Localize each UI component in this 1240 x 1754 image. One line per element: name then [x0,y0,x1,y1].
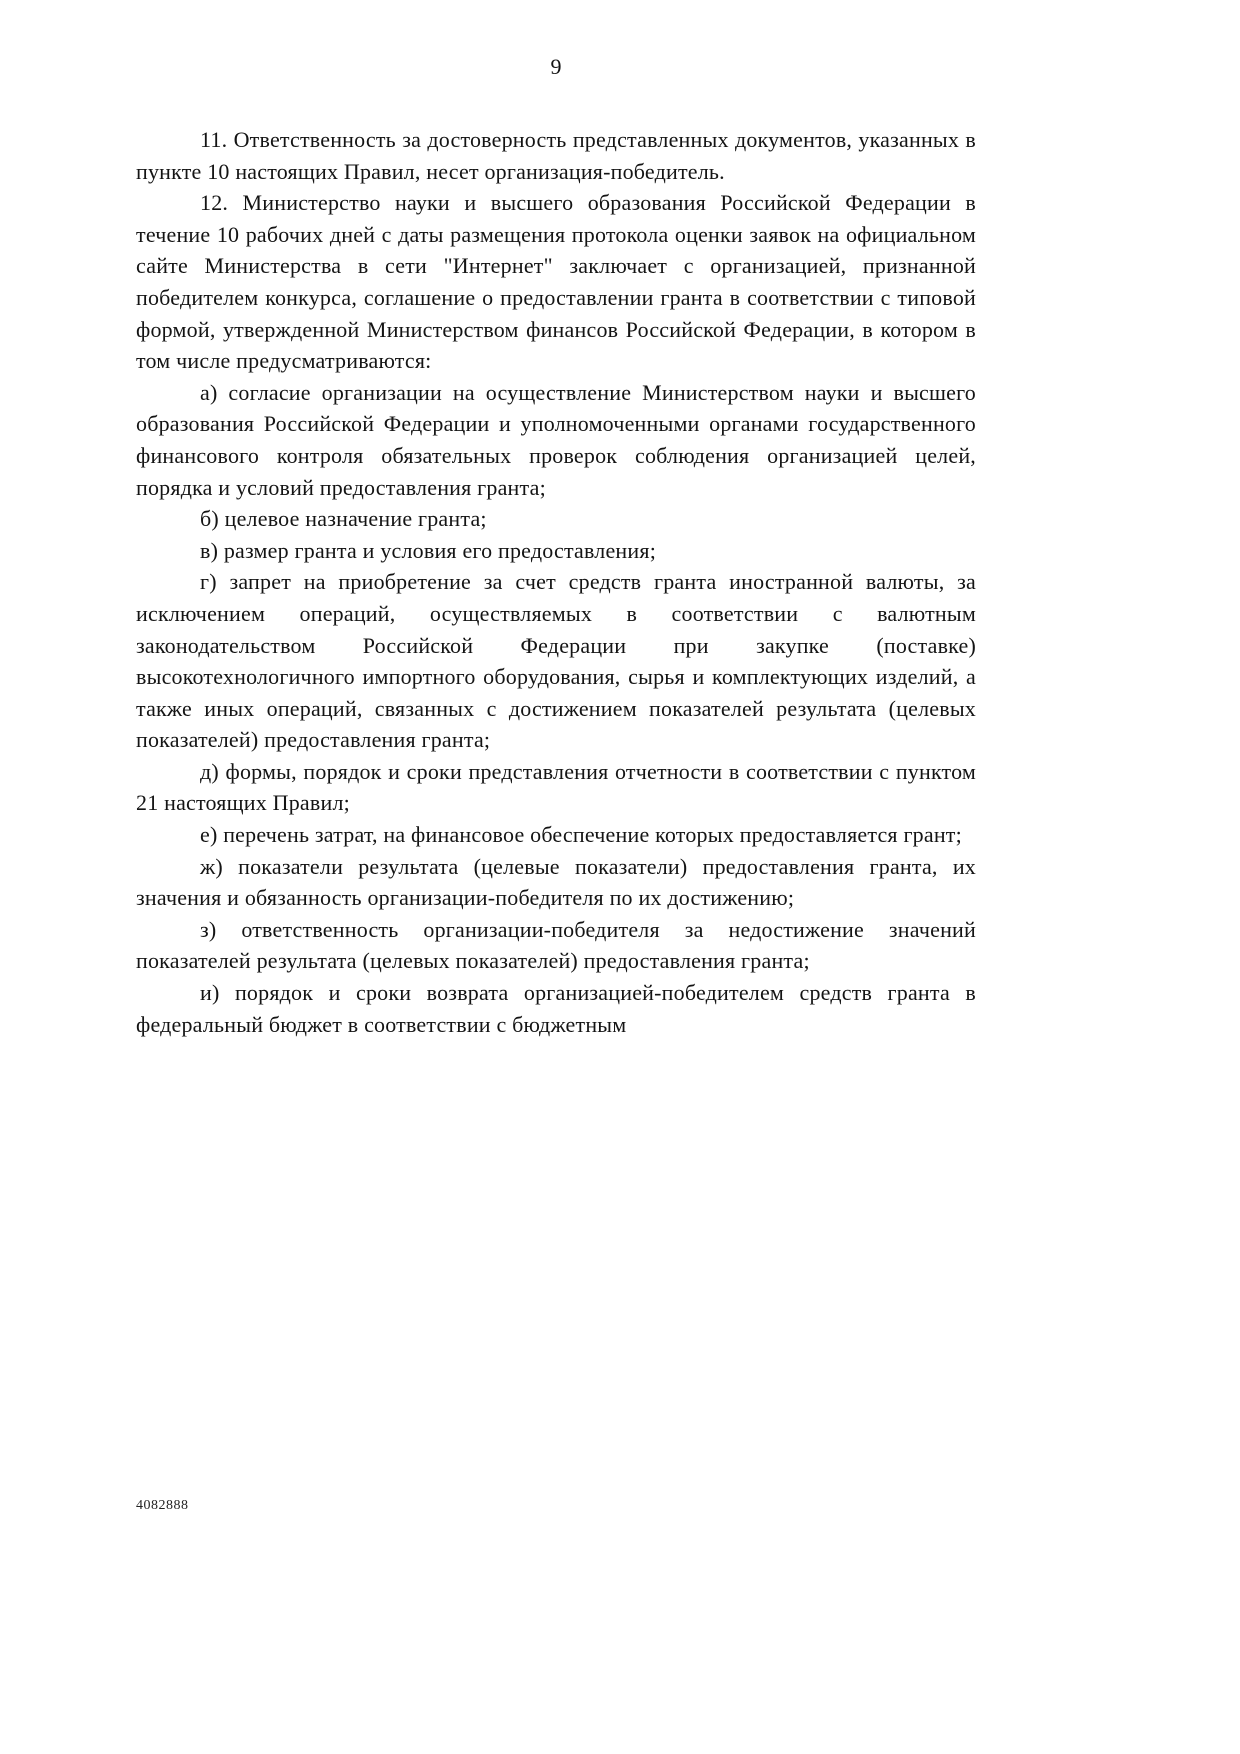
subparagraph-v: в) размер гранта и условия его предоставления; [200,537,657,563]
subparagraph-zh: ж) показатели результата (целевые показатели) предоставления гранта, их значения и обязанность организации-победителя по их достижению; [136,853,976,911]
subparagraph-b: б) целевое назначение гранта; [200,506,487,532]
subparagraph-g: г) запрет на приобретение за счет средств гранта иностранной валюты, за исключением операций, осуществляемых в соответствии с валютным законодательством Российской Федерации при закупке (поставке) высокотехнологичного импортного оборудования, сырья и комплектующих изделий, а также иных операций, связанных с достижением показателей результата (целевых показателей) предоставления гранта; [136,569,976,753]
subparagraph-a: а) согласие организации на осуществление Министерством науки и высшего образования Российской Федерации и уполномоченными органами государственного финансового контроля обязательных проверок соблюдения организацией целей, порядка и условий предоставления гранта; [136,379,976,500]
subparagraph-i: и) порядок и сроки возврата организацией-победителем средств гранта в федеральный бюджет в соответствии с бюджетным [136,980,976,1037]
subparagraph-z: з) ответственность организации-победителя за недостижение значений показателей результата (целевых показателей) предоставления гранта; [136,916,976,974]
page-number: 9 [550,54,562,79]
document-code: 4082888 [136,1498,189,1513]
document-body [136,124,976,1040]
paragraph-12: 12. Министерство науки и высшего образования Российской Федерации в течение 10 рабочих дней с даты размещения протокола оценки заявок на официальном сайте Министерства в сети "Интернет" заключает с организацией, признанной победителем конкурса, соглашение о предоставлении гранта в соответствии с типовой формой, утвержденной Министерством финансов Российской Федерации, в котором в том числе предусматриваются: [136,190,976,374]
subparagraph-d: д) формы, порядок и сроки представления отчетности в соответствии с пунктом 21 настоящих Правил; [136,758,976,816]
subparagraph-e: е) перечень затрат, на финансовое обеспечение которых предоставляется грант; [200,822,962,848]
paragraph-11: 11. Ответственность за достоверность представленных документов, указанных в пункте 10 настоящих Правил, несет организация-победитель. [136,127,976,184]
